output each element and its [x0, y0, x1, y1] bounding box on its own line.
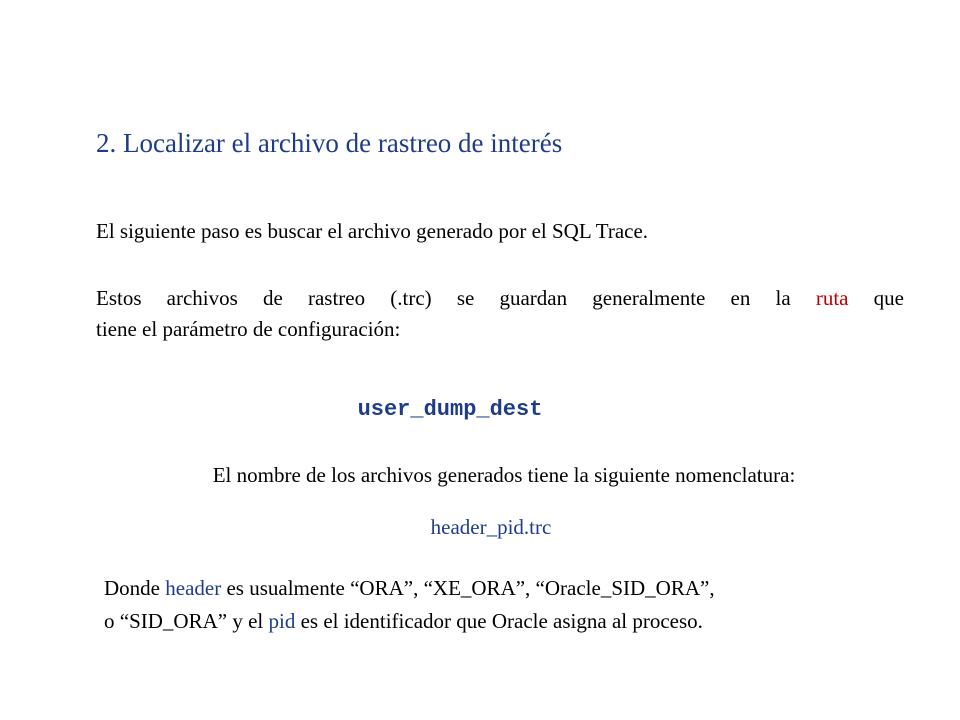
explanation-paragraph: Donde header es usualmente “ORA”, “XE_ORA”, “Oracle_SID_ORA”, o “SID_ORA” y el pid es el identificador que Oracle asigna al proceso.	[104, 576, 715, 633]
intro-paragraph: El siguiente paso es buscar el archivo generado por el SQL Trace.	[96, 219, 649, 243]
filename-pattern: header_pid.trc	[430, 515, 552, 539]
trace-location-line-2: tiene el parámetro de configuración:	[96, 317, 401, 341]
parameter-name: user_dump_dest	[357, 397, 543, 422]
naming-paragraph: El nombre de los archivos generados tiene la siguiente nomenclatura:	[212, 463, 796, 487]
trace-location-line-1: Estos archivos de rastreo (.trc) se guardan generalmente en la ruta que	[96, 286, 904, 310]
route-highlight: ruta	[815, 286, 849, 310]
trace-location-paragraph	[96, 283, 904, 345]
header-word: header	[165, 576, 222, 600]
pid-word: pid	[268, 609, 296, 633]
slide-title: 2. Localizar el archivo de rastreo de interés	[96, 128, 563, 158]
